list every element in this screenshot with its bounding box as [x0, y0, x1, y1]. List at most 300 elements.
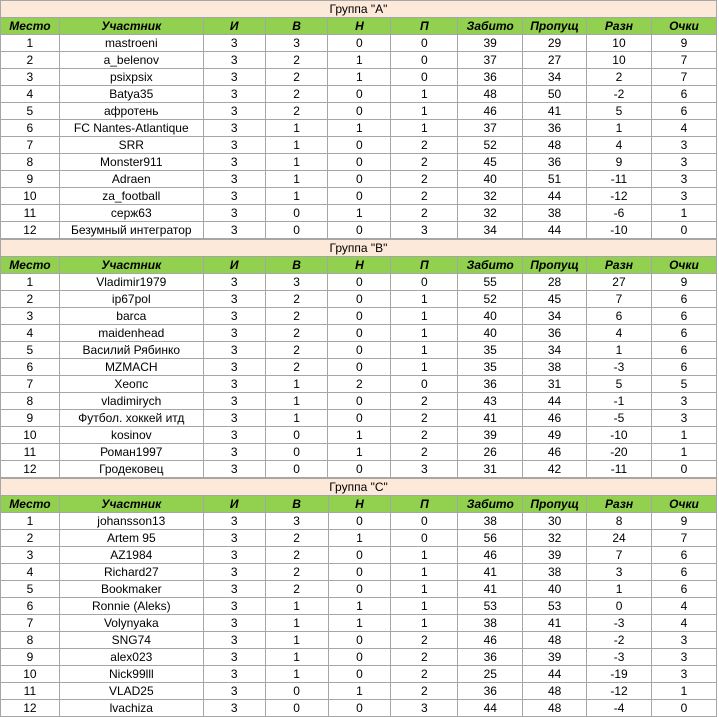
table-cell: 8: [587, 513, 652, 530]
table-cell: 34: [523, 308, 587, 325]
table-cell: 46: [458, 547, 523, 564]
table-cell: 53: [523, 598, 587, 615]
table-cell: 1: [651, 427, 716, 444]
table-row: [1, 547, 717, 564]
column-header: Очки: [651, 18, 716, 35]
table-cell: 0: [328, 291, 391, 308]
table-row: [1, 222, 717, 239]
table-cell: 36: [458, 683, 523, 700]
table-cell: 36: [458, 649, 523, 666]
column-header: Место: [1, 496, 60, 513]
table-cell: 34: [458, 222, 523, 239]
table-cell: 2: [391, 393, 458, 410]
table-cell: 0: [328, 35, 391, 52]
table-row: [1, 52, 717, 69]
table-cell: Василий Рябинко: [59, 342, 203, 359]
column-header: П: [391, 257, 458, 274]
table-cell: 44: [458, 700, 523, 717]
table-cell: 2: [265, 325, 328, 342]
table-cell: 3: [1, 547, 60, 564]
table-cell: johansson13: [59, 513, 203, 530]
table-cell: 25: [458, 666, 523, 683]
table-cell: -2: [587, 86, 652, 103]
table-cell: 51: [523, 171, 587, 188]
table-cell: 1: [391, 86, 458, 103]
table-cell: 5: [587, 376, 652, 393]
table-cell: 37: [458, 52, 523, 69]
table-cell: 1: [328, 530, 391, 547]
table-cell: Гродековец: [59, 461, 203, 478]
table-cell: 6: [651, 291, 716, 308]
table-cell: 1: [265, 666, 328, 683]
table-cell: 1: [391, 598, 458, 615]
table-cell: 5: [1, 581, 60, 598]
column-header: Разн: [587, 496, 652, 513]
table-cell: 0: [328, 700, 391, 717]
table-cell: 3: [203, 342, 265, 359]
table-cell: 3: [203, 137, 265, 154]
table-cell: 32: [458, 188, 523, 205]
table-cell: 0: [651, 461, 716, 478]
table-cell: 46: [523, 410, 587, 427]
table-cell: 1: [391, 615, 458, 632]
table-cell: 0: [328, 632, 391, 649]
table-cell: 1: [328, 598, 391, 615]
table-cell: 36: [523, 120, 587, 137]
column-header: Забито: [458, 496, 523, 513]
table-cell: 0: [328, 649, 391, 666]
table-cell: 6: [651, 86, 716, 103]
table-cell: 39: [458, 427, 523, 444]
column-header-row: [1, 257, 717, 274]
table-cell: 3: [391, 222, 458, 239]
table-cell: 0: [328, 154, 391, 171]
group-title-row: [1, 240, 717, 257]
table-cell: 3: [391, 700, 458, 717]
table-cell: 9: [651, 35, 716, 52]
table-cell: 1: [265, 410, 328, 427]
table-cell: 1: [391, 308, 458, 325]
table-cell: 46: [458, 632, 523, 649]
table-cell: 40: [458, 308, 523, 325]
table-cell: 39: [458, 35, 523, 52]
table-cell: 6: [652, 564, 717, 581]
table-cell: 3: [203, 547, 265, 564]
table-cell: 38: [458, 513, 523, 530]
table-cell: 7: [1, 376, 60, 393]
table-cell: 38: [523, 359, 587, 376]
table-cell: 1: [587, 342, 652, 359]
table-cell: 26: [458, 444, 523, 461]
table-cell: 9: [1, 410, 60, 427]
table-row: [1, 205, 717, 222]
table-cell: 3: [203, 376, 265, 393]
table-cell: 7: [1, 137, 60, 154]
table-cell: 3: [203, 410, 265, 427]
table-row: [1, 188, 717, 205]
table-cell: 3: [203, 513, 265, 530]
table-cell: 3: [651, 137, 716, 154]
table-cell: 0: [328, 188, 391, 205]
table-cell: SNG74: [59, 632, 203, 649]
table-cell: 6: [651, 308, 716, 325]
table-cell: 1: [391, 103, 458, 120]
table-cell: 10: [587, 52, 652, 69]
table-cell: 1: [587, 120, 652, 137]
column-header: Место: [1, 18, 60, 35]
column-header: И: [203, 496, 265, 513]
table-row: [1, 649, 717, 666]
table-cell: 2: [265, 52, 328, 69]
table-cell: 0: [265, 222, 328, 239]
table-cell: 40: [458, 171, 523, 188]
table-cell: 3: [203, 69, 265, 86]
table-cell: 2: [265, 69, 328, 86]
table-cell: 0: [328, 581, 391, 598]
table-row: [1, 120, 717, 137]
table-cell: 4: [1, 325, 60, 342]
table-cell: 37: [458, 120, 523, 137]
table-cell: 2: [1, 291, 60, 308]
table-cell: 28: [523, 274, 587, 291]
group-table: [0, 0, 717, 239]
table-cell: 1: [328, 683, 391, 700]
table-cell: 4: [587, 325, 652, 342]
table-cell: 0: [391, 530, 458, 547]
table-cell: 48: [523, 632, 587, 649]
table-cell: 1: [1, 274, 60, 291]
table-cell: 3: [203, 35, 265, 52]
table-cell: 0: [328, 393, 391, 410]
table-cell: 45: [523, 291, 587, 308]
table-cell: 50: [523, 86, 587, 103]
table-cell: 1: [265, 598, 328, 615]
table-cell: Monster911: [59, 154, 203, 171]
column-header-row: [1, 18, 717, 35]
column-header: Разн: [587, 18, 652, 35]
table-cell: 0: [328, 342, 391, 359]
table-cell: 3: [203, 427, 265, 444]
table-cell: 2: [265, 342, 328, 359]
table-row: [1, 393, 717, 410]
table-cell: 30: [523, 513, 587, 530]
table-cell: 0: [328, 171, 391, 188]
table-cell: 34: [523, 342, 587, 359]
table-cell: 3: [651, 188, 716, 205]
table-cell: 52: [458, 291, 523, 308]
table-cell: 2: [391, 410, 458, 427]
table-cell: 40: [523, 581, 587, 598]
table-cell: 0: [328, 222, 391, 239]
group-title-row: [1, 1, 717, 18]
table-cell: 2: [265, 308, 328, 325]
table-cell: Роман1997: [59, 444, 203, 461]
group-table: [0, 239, 717, 478]
table-cell: 2: [391, 171, 458, 188]
table-cell: 6: [652, 547, 717, 564]
table-cell: 41: [523, 103, 587, 120]
group-title: Группа "A": [1, 1, 717, 18]
table-cell: 7: [651, 52, 716, 69]
table-row: [1, 35, 717, 52]
table-cell: 39: [523, 547, 587, 564]
table-cell: 9: [1, 171, 60, 188]
table-cell: 1: [265, 376, 328, 393]
table-cell: афротень: [59, 103, 203, 120]
column-header: Забито: [458, 257, 523, 274]
column-header: Н: [328, 257, 391, 274]
table-cell: 6: [651, 342, 716, 359]
table-cell: 5: [651, 376, 716, 393]
table-cell: 12: [1, 700, 60, 717]
table-cell: 1: [328, 120, 391, 137]
table-row: [1, 632, 717, 649]
table-cell: 6: [652, 581, 717, 598]
column-header-row: [1, 496, 717, 513]
table-row: [1, 103, 717, 120]
table-row: [1, 308, 717, 325]
table-cell: FC Nantes-Atlantique: [59, 120, 203, 137]
table-row: [1, 325, 717, 342]
table-cell: 1: [328, 615, 391, 632]
table-cell: 2: [391, 683, 458, 700]
table-cell: 2: [265, 530, 328, 547]
table-row: [1, 461, 717, 478]
table-cell: 3: [203, 308, 265, 325]
table-cell: 0: [265, 683, 328, 700]
table-row: [1, 137, 717, 154]
table-row: [1, 513, 717, 530]
table-cell: 1: [391, 342, 458, 359]
table-row: [1, 530, 717, 547]
table-cell: 1: [391, 291, 458, 308]
table-cell: 43: [458, 393, 523, 410]
column-header: Разн: [587, 257, 652, 274]
table-cell: -3: [587, 649, 652, 666]
table-cell: -12: [587, 683, 652, 700]
table-cell: 46: [523, 444, 587, 461]
table-cell: 1: [391, 325, 458, 342]
column-header: Участник: [59, 257, 203, 274]
table-cell: 0: [328, 86, 391, 103]
table-row: [1, 86, 717, 103]
table-cell: Хеопс: [59, 376, 203, 393]
table-cell: psixpsix: [59, 69, 203, 86]
table-cell: 45: [458, 154, 523, 171]
table-cell: 2: [265, 103, 328, 120]
table-cell: 3: [1, 308, 60, 325]
column-header: В: [265, 18, 328, 35]
table-cell: 53: [458, 598, 523, 615]
table-cell: 1: [391, 120, 458, 137]
table-cell: 0: [391, 376, 458, 393]
table-cell: 3: [203, 461, 265, 478]
table-cell: 44: [523, 666, 587, 683]
table-cell: 0: [652, 700, 717, 717]
table-cell: 3: [391, 461, 458, 478]
table-cell: 44: [523, 188, 587, 205]
table-cell: 3: [203, 86, 265, 103]
group-title-row: [1, 479, 717, 496]
table-cell: 2: [1, 52, 60, 69]
table-cell: 3: [651, 171, 716, 188]
column-header: В: [265, 257, 328, 274]
table-cell: 49: [523, 427, 587, 444]
table-cell: 0: [328, 410, 391, 427]
table-cell: ip67pol: [59, 291, 203, 308]
table-cell: 41: [458, 581, 523, 598]
table-cell: 0: [391, 513, 458, 530]
table-cell: 3: [203, 564, 265, 581]
table-cell: maidenhead: [59, 325, 203, 342]
table-cell: 1: [651, 444, 716, 461]
table-cell: za_football: [59, 188, 203, 205]
table-cell: 36: [523, 325, 587, 342]
table-cell: 1: [265, 188, 328, 205]
table-cell: 1: [265, 649, 328, 666]
table-cell: 6: [1, 359, 60, 376]
table-cell: 1: [391, 564, 458, 581]
table-row: [1, 615, 717, 632]
table-cell: -20: [587, 444, 652, 461]
table-cell: 1: [652, 683, 717, 700]
table-cell: vladimirych: [59, 393, 203, 410]
table-cell: barca: [59, 308, 203, 325]
table-cell: 2: [391, 154, 458, 171]
table-cell: 7: [587, 291, 652, 308]
table-cell: 2: [391, 427, 458, 444]
table-cell: 0: [328, 103, 391, 120]
table-cell: 3: [203, 666, 265, 683]
column-header: Пропущ: [523, 18, 587, 35]
table-cell: 38: [523, 205, 587, 222]
table-cell: 41: [458, 410, 523, 427]
column-header: Участник: [59, 496, 203, 513]
table-cell: 12: [1, 222, 60, 239]
table-cell: 3: [203, 598, 265, 615]
table-row: [1, 171, 717, 188]
table-cell: 4: [651, 120, 716, 137]
table-cell: 1: [265, 120, 328, 137]
table-cell: -5: [587, 410, 652, 427]
table-cell: 5: [587, 103, 652, 120]
table-cell: 9: [651, 274, 716, 291]
table-cell: 3: [203, 52, 265, 69]
table-cell: Безумный интегратор: [59, 222, 203, 239]
table-cell: 3: [652, 666, 717, 683]
table-cell: 46: [458, 103, 523, 120]
table-cell: 0: [265, 700, 328, 717]
table-cell: 4: [587, 137, 652, 154]
table-cell: 3: [203, 615, 265, 632]
table-cell: 2: [328, 376, 391, 393]
table-cell: 44: [523, 393, 587, 410]
table-cell: 10: [587, 35, 652, 52]
table-cell: 3: [203, 530, 265, 547]
table-cell: 0: [265, 427, 328, 444]
table-cell: 3: [203, 205, 265, 222]
table-cell: 10: [1, 427, 60, 444]
table-cell: 11: [1, 683, 60, 700]
table-cell: 56: [458, 530, 523, 547]
table-cell: 3: [651, 410, 716, 427]
table-cell: 2: [265, 86, 328, 103]
table-cell: 48: [458, 86, 523, 103]
table-cell: 3: [203, 171, 265, 188]
table-cell: 1: [265, 171, 328, 188]
group-title: Группа "C": [1, 479, 717, 496]
table-cell: 1: [265, 632, 328, 649]
table-cell: 4: [1, 86, 60, 103]
table-cell: 3: [652, 632, 717, 649]
table-cell: a_belenov: [59, 52, 203, 69]
table-cell: lvachiza: [59, 700, 203, 717]
table-cell: 3: [203, 222, 265, 239]
table-cell: 2: [587, 69, 652, 86]
table-cell: 2: [265, 547, 328, 564]
table-row: [1, 666, 717, 683]
table-cell: -3: [587, 359, 652, 376]
table-cell: 7: [587, 547, 652, 564]
table-row: [1, 410, 717, 427]
table-cell: 44: [523, 222, 587, 239]
table-cell: 0: [328, 274, 391, 291]
table-cell: -11: [587, 461, 652, 478]
table-cell: 48: [523, 137, 587, 154]
table-cell: 3: [203, 444, 265, 461]
table-cell: 1: [391, 359, 458, 376]
table-cell: 0: [391, 35, 458, 52]
column-header: П: [391, 496, 458, 513]
table-cell: 7: [652, 530, 717, 547]
table-cell: -11: [587, 171, 652, 188]
table-cell: 24: [587, 530, 652, 547]
table-cell: Футбол. хоккей итд: [59, 410, 203, 427]
table-cell: 34: [523, 69, 587, 86]
table-cell: 12: [1, 461, 60, 478]
table-cell: 40: [458, 325, 523, 342]
column-header: Участник: [59, 18, 203, 35]
table-cell: 2: [391, 188, 458, 205]
table-row: [1, 69, 717, 86]
table-cell: -12: [587, 188, 652, 205]
table-cell: 4: [652, 615, 717, 632]
group-table: [0, 478, 717, 717]
table-cell: -1: [587, 393, 652, 410]
table-cell: 5: [1, 103, 60, 120]
table-cell: 0: [328, 547, 391, 564]
table-cell: 32: [458, 205, 523, 222]
table-cell: MZMACH: [59, 359, 203, 376]
table-cell: Ronnie (Aleks): [59, 598, 203, 615]
table-cell: 6: [1, 598, 60, 615]
table-cell: 2: [391, 444, 458, 461]
table-cell: 32: [523, 530, 587, 547]
table-cell: 3: [203, 581, 265, 598]
table-cell: 3: [203, 649, 265, 666]
table-cell: 3: [587, 564, 652, 581]
table-cell: 10: [1, 188, 60, 205]
table-cell: 35: [458, 359, 523, 376]
table-row: [1, 598, 717, 615]
table-cell: 48: [523, 700, 587, 717]
table-cell: 31: [458, 461, 523, 478]
table-cell: 0: [328, 513, 391, 530]
table-cell: 6: [651, 359, 716, 376]
table-cell: 39: [523, 649, 587, 666]
table-cell: 0: [328, 461, 391, 478]
table-cell: alex023: [59, 649, 203, 666]
